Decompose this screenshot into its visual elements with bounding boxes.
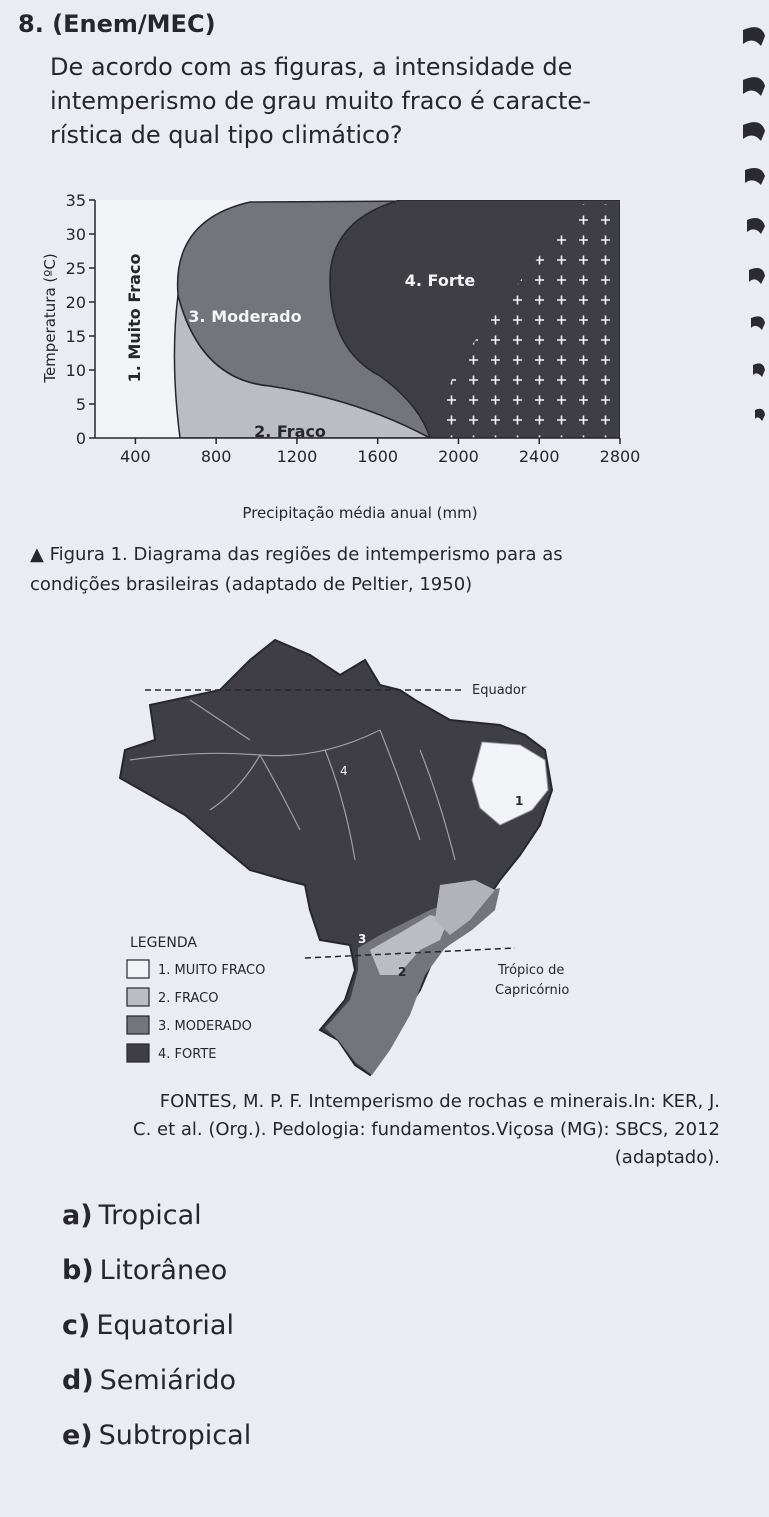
spiral-binding [709, 0, 769, 1517]
stem-line: intemperismo de grau muito fraco é caracte- [50, 87, 591, 115]
map-legend [127, 935, 265, 1062]
map-region-label-2: 2 [398, 965, 407, 979]
option-text: Litorâneo [99, 1255, 228, 1286]
legend-swatch-forte [127, 1044, 149, 1062]
x-tick-label: 2800 [599, 447, 641, 466]
map-region-label-3: 3 [358, 932, 367, 946]
y-tick-label: 30 [65, 225, 86, 244]
option-text: Semiárido [99, 1365, 237, 1396]
stem-line: rística de qual tipo climático? [50, 121, 403, 149]
legend-item: 3. MODERADO [158, 1019, 252, 1034]
source-citation [60, 1088, 720, 1172]
x-tick-label: 800 [200, 447, 232, 466]
label-forte: 4. Forte [404, 271, 476, 290]
figure-caption [30, 540, 670, 600]
y-tick-label: 15 [65, 327, 86, 346]
option-e[interactable] [62, 1420, 251, 1475]
y-tick-label: 5 [75, 395, 86, 414]
option-letter: c) [62, 1310, 91, 1341]
x-tick-label: 400 [120, 447, 151, 466]
x-tick-label: 2400 [518, 447, 560, 466]
option-c[interactable] [62, 1310, 251, 1365]
legend-swatch-moderado [127, 1016, 149, 1034]
legend-swatch-fraco [127, 988, 149, 1006]
answer-options [62, 1200, 251, 1475]
map-region-label-1: 1 [515, 794, 524, 808]
question-stem [50, 50, 650, 152]
label-muito-fraco: 1. Muito Fraco [125, 253, 144, 383]
legend-item: 2. FRACO [158, 991, 219, 1006]
tropic-label: Capricórnio [495, 983, 570, 998]
equator-label: Equador [472, 683, 527, 698]
brazil-map [100, 630, 570, 1080]
x-tick-label: 1600 [357, 447, 399, 466]
source-line: (adaptado). [614, 1147, 720, 1168]
legend-item: 4. FORTE [158, 1047, 217, 1062]
option-letter: e) [62, 1420, 93, 1451]
y-tick-label: 0 [75, 429, 86, 448]
map-region-label-4: 4 [340, 764, 348, 778]
x-tick-label: 2000 [438, 447, 479, 466]
y-axis-label: Temperatura (ºC) [41, 253, 59, 383]
weathering-diagram [0, 190, 680, 535]
y-tick-label: 20 [65, 293, 86, 312]
legend-item: 1. MUITO FRACO [158, 963, 266, 978]
caption-line: ▲ Figura 1. Diagrama das regiões de intemperismo para as [30, 544, 563, 565]
y-tick-label: 25 [65, 259, 86, 278]
label-moderado: 3. Moderado [188, 307, 302, 326]
label-fraco: 2. Fraco [254, 422, 326, 441]
option-letter: a) [62, 1200, 93, 1231]
question-number: 8. (Enem/MEC) [18, 10, 216, 38]
option-letter: d) [62, 1365, 94, 1396]
option-text: Equatorial [96, 1310, 234, 1341]
y-tick-label: 35 [65, 191, 86, 210]
y-tick-label: 10 [65, 361, 86, 380]
source-line: C. et al. (Org.). Pedologia: fundamentos.Viçosa (MG): SBCS, 2012 [133, 1119, 720, 1140]
brazil-outline [120, 640, 552, 1075]
option-text: Subtropical [98, 1420, 252, 1451]
option-text: Tropical [98, 1200, 202, 1231]
legend-title: LEGENDA [130, 935, 197, 951]
option-d[interactable] [62, 1365, 251, 1420]
x-axis-label: Precipitação média anual (mm) [242, 504, 478, 522]
caption-line: condições brasileiras (adaptado de Peltier, 1950) [30, 574, 473, 595]
option-b[interactable] [62, 1255, 251, 1310]
option-a[interactable] [62, 1200, 251, 1255]
x-tick-label: 1200 [276, 447, 318, 466]
legend-swatch-muito-fraco [127, 960, 149, 978]
tropic-label: Trópico de [498, 963, 565, 978]
source-line: FONTES, M. P. F. Intemperismo de rochas e minerais.In: KER, J. [159, 1091, 720, 1112]
stem-line: De acordo com as figuras, a intensidade de [50, 53, 573, 81]
option-letter: b) [62, 1255, 94, 1286]
